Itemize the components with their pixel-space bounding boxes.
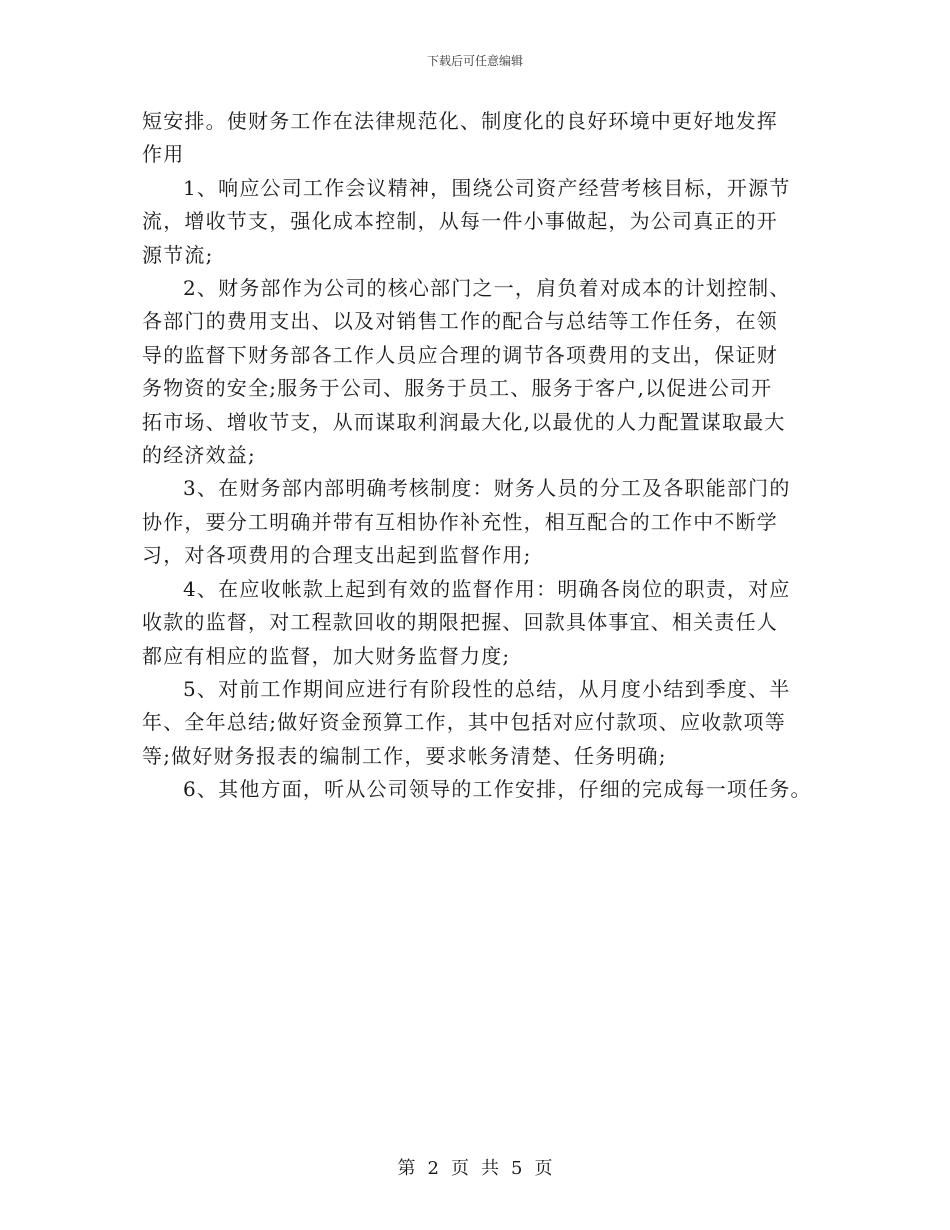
- page-header: 下载后可任意编辑: [426, 54, 523, 68]
- page-footer: [0, 1157, 950, 1181]
- paragraph-item-4: 4、在应收帐款上起到有效的监督作用：明确各岗位的职责，对应: [183, 576, 791, 601]
- text-line: 务物资的安全;服务于公司、服务于员工、服务于客户,以促进公司开: [142, 376, 773, 401]
- footer-ye: 页: [451, 1158, 469, 1179]
- paragraph-item-5: 5、对前工作期间应进行有阶段性的总结，从月度小结到季度、半: [183, 676, 791, 701]
- total-pages: 5: [511, 1158, 523, 1179]
- text-line: 导的监督下财务部各工作人员应合理的调节各项费用的支出，保证财: [142, 342, 778, 367]
- text-line: 源节流;: [142, 242, 214, 267]
- text-line: 各部门的费用支出、以及对销售工作的配合与总结等工作任务，在领: [142, 309, 778, 334]
- text-line: 年、全年总结;做好资金预算工作，其中包括对应付款项、应收款项等: [142, 710, 786, 735]
- text-line: 拓市场、增收节支，从而谋取利润最大化,以最优的人力配置谋取最大: [142, 409, 786, 434]
- footer-di: 第: [397, 1158, 416, 1179]
- text-line: 收款的监督，对工程款回收的期限把握、回款具体事宜、相关责任人: [142, 610, 778, 635]
- paragraph-item-6: 6、其他方面，听从公司领导的工作安排，仔细的完成每一项任务。: [183, 777, 812, 802]
- text-line: 流，增收节支，强化成本控制，从每一件小事做起，为公司真正的开: [142, 209, 778, 234]
- text-line: 作用: [142, 142, 185, 167]
- text-line: 都应有相应的监督，加大财务监督力度;: [142, 643, 511, 668]
- footer-gong: 共: [481, 1158, 499, 1179]
- text-line: 等;做好财务报表的编制工作，要求帐务清楚、任务明确;: [142, 743, 667, 768]
- text-line: 短安排。使财务工作在法律规范化、制度化的良好环境中更好地发挥: [142, 109, 778, 133]
- footer-ye2: 页: [534, 1158, 553, 1179]
- paragraph-item-1: 1、响应公司工作会议精神，围绕公司资产经营考核目标，开源节: [183, 175, 791, 200]
- paragraph-item-3: 3、在财务部内部明确考核制度：财务人员的分工及各职能部门的: [183, 476, 791, 501]
- document-body: [142, 105, 842, 807]
- page-number: 2: [427, 1158, 439, 1179]
- text-line: 协作，要分工明确并带有互相协作补充性，相互配合的工作中不断学: [142, 509, 778, 534]
- text-line: 习，对各项费用的合理支出起到监督作用;: [142, 543, 532, 568]
- paragraph-item-2: 2、财务部作为公司的核心部门之一，肩负着对成本的计划控制、: [183, 276, 791, 301]
- text-line: 的经济效益;: [142, 443, 256, 468]
